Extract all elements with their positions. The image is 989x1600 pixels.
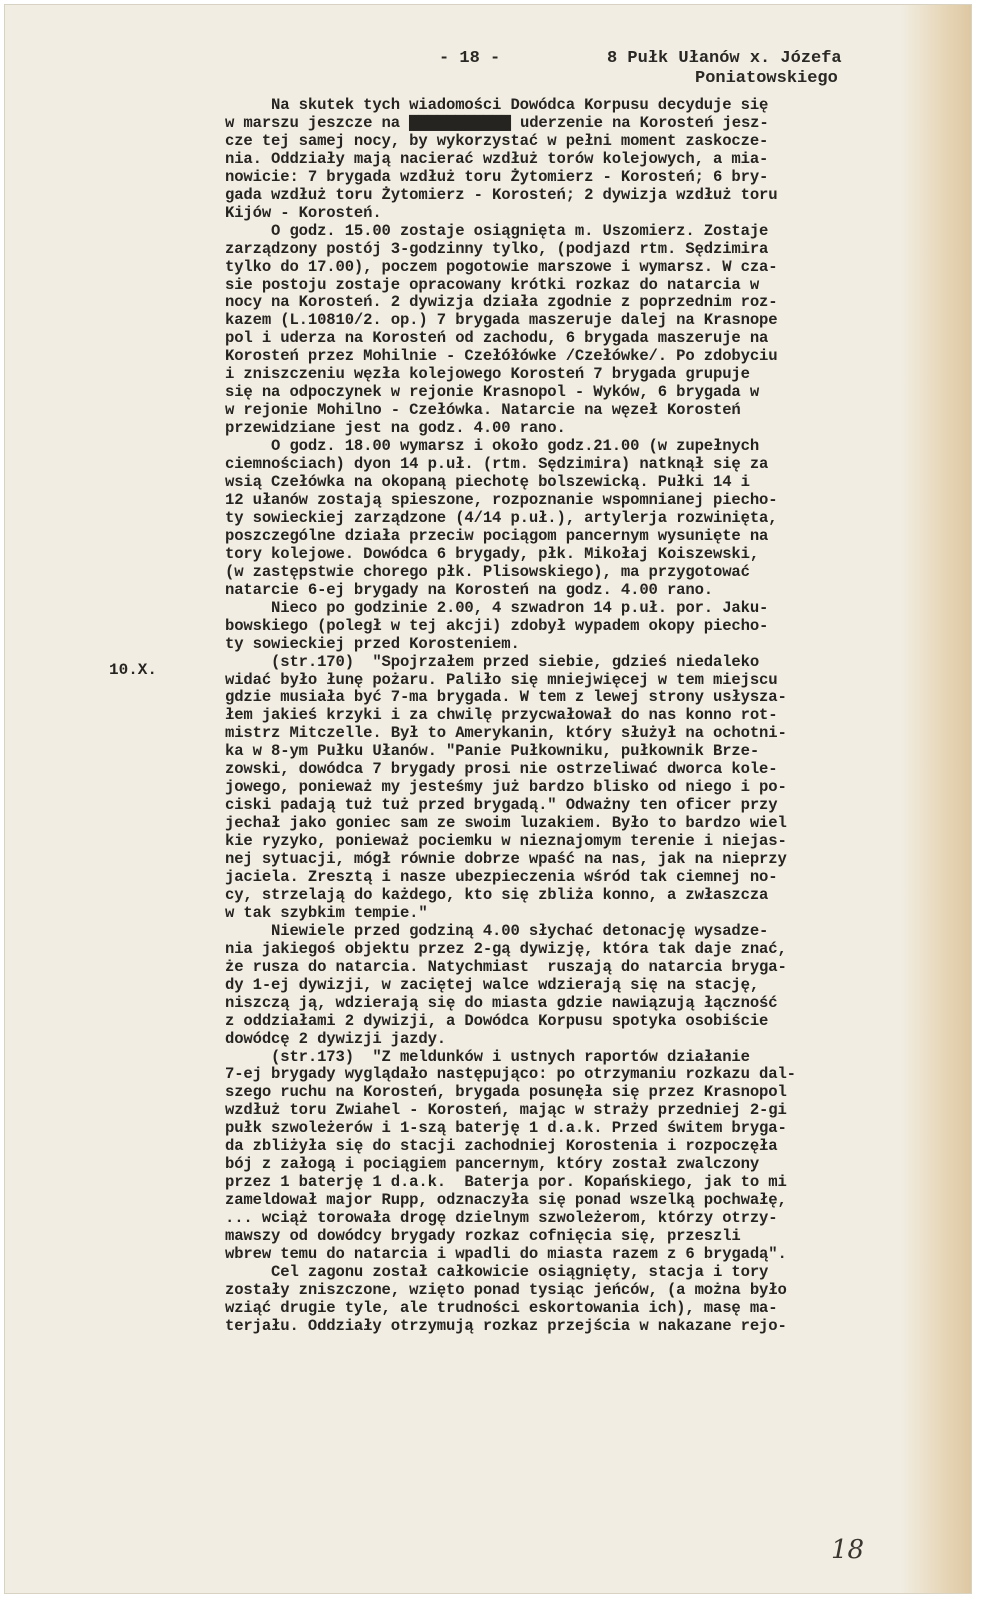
body-line: poszczególne działa przeciw pociągom pancernym wysunięte na — [225, 526, 769, 545]
body-line: pol i uderza na Korosteń od zachodu, 6 brygada maszeruje na — [225, 329, 769, 348]
regiment-title-continued: Poniatowskiego — [695, 69, 838, 88]
body-line: w rejonie Mohilno - Czełówka. Natarcie na węzeł Korosteń — [225, 401, 741, 420]
body-line: ty sowieckiej zarządzone (4/14 p.uł.), artylerja rozwinięta, — [225, 508, 778, 527]
body-line: pułk szwoleżerów i 1-szą baterję 1 d.a.k. Przed świtem bryga- — [225, 1119, 787, 1138]
body-line: ciski padają tuż tuż przed brygadą." Odważny ten oficer przy — [225, 796, 778, 815]
body-line: w tak szybkim tempie." — [225, 903, 428, 922]
body-line: sie postoju zostaje opracowany krótki rozkaz do natarcia w — [225, 275, 760, 294]
body-line: O godz. 18.00 wymarsz i około godz.21.00 (w zupełnych — [225, 437, 760, 456]
body-line: (w zastępstwie chorego płk. Plisowskiego), ma przygotować — [225, 562, 750, 581]
handwritten-page-number: 18 — [831, 1535, 865, 1565]
margin-date-note: 10.X. — [109, 661, 158, 679]
body-line: Nieco po godzinie 2.00, 4 szwadron 14 p.uł. por. Jaku- — [225, 598, 769, 617]
body-line: widać było łunę pożaru. Paliło się mniejwięcej w tem miejscu — [225, 670, 778, 689]
body-line: ka w 8-ym Pułku Ułanów. "Panie Pułkowniku, pułkownik Brze- — [225, 742, 760, 761]
body-line: mawszy od dowódcy brygady rozkaz cofnięcia się, przeszli — [225, 1227, 741, 1246]
body-line: O godz. 15.00 zostaje osiągnięta m. Uszomierz. Zostaje — [225, 221, 769, 240]
body-line: zarządzony postój 3-godzinny tylko, (podjazd rtm. Sędzimira — [225, 239, 769, 258]
body-line: że rusza do natarcia. Natychmiast ruszają do natarcia bryga- — [225, 957, 787, 976]
body-line: się na odpoczynek w rejonie Krasnopol - Wyków, 6 brygada w — [225, 383, 760, 402]
body-line: Niewiele przed godziną 4.00 słychać detonację wysadze- — [225, 921, 769, 940]
body-line: w marszu jeszcze na ▇▇▇▇▇▇▇▇▇▇▇ uderzenie na Korosteń jesz- — [225, 113, 769, 132]
body-line: nocy na Korosteń. 2 dywizja działa zgodnie z poprzednim roz- — [225, 293, 778, 312]
body-line: Na skutek tych wiadomości Dowódca Korpusu decyduje się — [225, 96, 769, 114]
body-line: łem jakieś krzyki i za chwilę przycwałował do nas konno rot- — [225, 706, 778, 725]
body-line: wsią Czełówka na okopaną piechotę bolszewicką. Pułki 14 i — [225, 473, 750, 492]
body-line: cy, strzelają do każdego, kto się zbliża konno, a zwłaszcza — [225, 885, 769, 904]
body-line: zostały zniszczone, wzięto ponad tysiąc jeńców, (a można było — [225, 1280, 787, 1299]
paper-edge-stain — [901, 5, 971, 1593]
body-line: bój z załogą i pociągiem pancernym, który został zwalczony — [225, 1155, 760, 1174]
body-line: nia jakiegoś objektu przez 2-gą dywizję, która tak daje znać, — [225, 939, 787, 958]
body-line: niszczą ją, wdzierają się do miasta gdzie nawiązują łączność — [225, 993, 778, 1012]
body-line: jaciela. Zresztą i nasze ubezpieczenia wśród tak ciemnej no- — [225, 867, 778, 886]
body-line: terjału. Oddziały otrzymują rozkaz przejścia w nakazane rejo- — [225, 1316, 787, 1335]
body-line: Korosteń przez Mohilnie - Czełółówke /Czełówke/. Po zdobyciu — [225, 347, 778, 366]
body-line: kie ryzyko, ponieważ pociemku w nieznajomym terenie i niejas- — [225, 832, 787, 851]
body-line: gada wzdłuż toru Żytomierz - Korosteń; 2 dywizja wzdłuż toru — [225, 185, 778, 204]
body-line: dowódcę 2 dywizji jazdy. — [225, 1029, 446, 1048]
body-line: tory kolejowe. Dowódca 6 brygady, płk. Mikołaj Koiszewski, — [225, 544, 760, 563]
body-line: przez 1 baterję 1 d.a.k. Baterja por. Kopańskiego, jak to mi — [225, 1173, 787, 1192]
body-line: 7-ej brygady wyglądało następująco: po otrzymaniu rozkazu dal- — [225, 1065, 796, 1084]
body-line: przewidziane jest na godz. 4.00 rano. — [225, 419, 566, 438]
regiment-title: 8 Pułk Ułanów x. Józefa — [607, 49, 842, 68]
body-line: wziąć drugie tyle, ale trudności eskortowania ich), masę ma- — [225, 1298, 778, 1317]
body-text-block — [225, 97, 796, 1336]
body-line: kazem (L.10810/2. op.) 7 brygada maszeruje dalej na Krasnope — [225, 311, 778, 330]
body-line: da zbliżyła się do stacji zachodniej Korostenia i rozpoczęła — [225, 1137, 778, 1156]
body-line: natarcie 6-ej brygady na Korosteń na godz. 4.00 rano. — [225, 580, 714, 599]
body-line: z oddziałami 2 dywizji, a Dowódca Korpusu spotyka osobiście — [225, 1011, 769, 1030]
body-line: nowicie: 7 brygada wzdłuż toru Żytomierz - Korosteń; 6 bry- — [225, 167, 769, 186]
body-line: Cel zagonu został całkowicie osiągnięty, stacja i tory — [225, 1262, 769, 1281]
body-line: nia. Oddziały mają nacierać wzdłuż torów kolejowych, a mia- — [225, 149, 769, 168]
body-line: tylko do 17.00), poczem pogotowie marszowe i wymarsz. W cza- — [225, 257, 778, 276]
body-line: wbrew temu do natarcia i wpadli do miasta razem z 6 brygadą". — [225, 1245, 787, 1263]
typed-document-page — [4, 4, 972, 1594]
body-line: gdzie musiała być 7-ma brygada. W tem z lewej strony usłysza- — [225, 688, 787, 707]
body-line: (str.173) "Z meldunków i ustnych raportów działanie — [225, 1047, 750, 1066]
body-line: ... wciąż torowała drogę dzielnym szwoleżerom, którzy otrzy- — [225, 1209, 778, 1228]
body-line: nej sytuacji, mógł równie dobrze wpaść na nas, jak na nieprzy — [225, 850, 787, 869]
body-line: jechał jako goniec sam ze swoim luzakiem. Było to bardzo wiel — [225, 814, 787, 833]
page-number-header: - 18 - — [439, 49, 501, 68]
body-line: dy 1-ej dywizji, w zaciętej walce wdzierają się na stację, — [225, 975, 760, 994]
body-line: ty sowieckiej przed Korosteniem. — [225, 634, 520, 653]
body-line: bowskiego (poległ w tej akcji) zdobył wypadem okopy piecho- — [225, 616, 769, 635]
body-line: mistrz Mitczelle. Był to Amerykanin, który służył na ochotni- — [225, 724, 787, 743]
body-line: ciemnościach) dyon 14 p.uł. (rtm. Sędzimira) natknął się za — [225, 455, 769, 474]
body-line: Kijów - Korosteń. — [225, 203, 382, 222]
body-line: jowego, ponieważ my jesteśmy już bardzo blisko od niego i po- — [225, 778, 787, 797]
body-line: zowski, dowódca 7 brygady prosi nie ostrzeliwać dworca kole- — [225, 760, 778, 779]
body-line: zameldował major Rupp, odznaczyła się ponad wszelką pochwałę, — [225, 1191, 787, 1210]
body-line: (str.170) "Spojrzałem przed siebie, gdzieś niedaleko — [225, 652, 760, 671]
body-line: cze tej samej nocy, by wykorzystać w pełni moment zaskocze- — [225, 131, 769, 150]
body-line: wzdłuż toru Zwiahel - Korosteń, mając w straży przedniej 2-gi — [225, 1101, 787, 1120]
body-line: i zniszczeniu węzła kolejowego Korosteń 7 brygada grupuje — [225, 365, 750, 384]
body-line: szego ruchu na Korosteń, brygada posunęła się przez Krasnopol — [225, 1083, 787, 1102]
body-line: 12 ułanów zostają spieszone, rozpoznanie wspomnianej piecho- — [225, 490, 778, 509]
